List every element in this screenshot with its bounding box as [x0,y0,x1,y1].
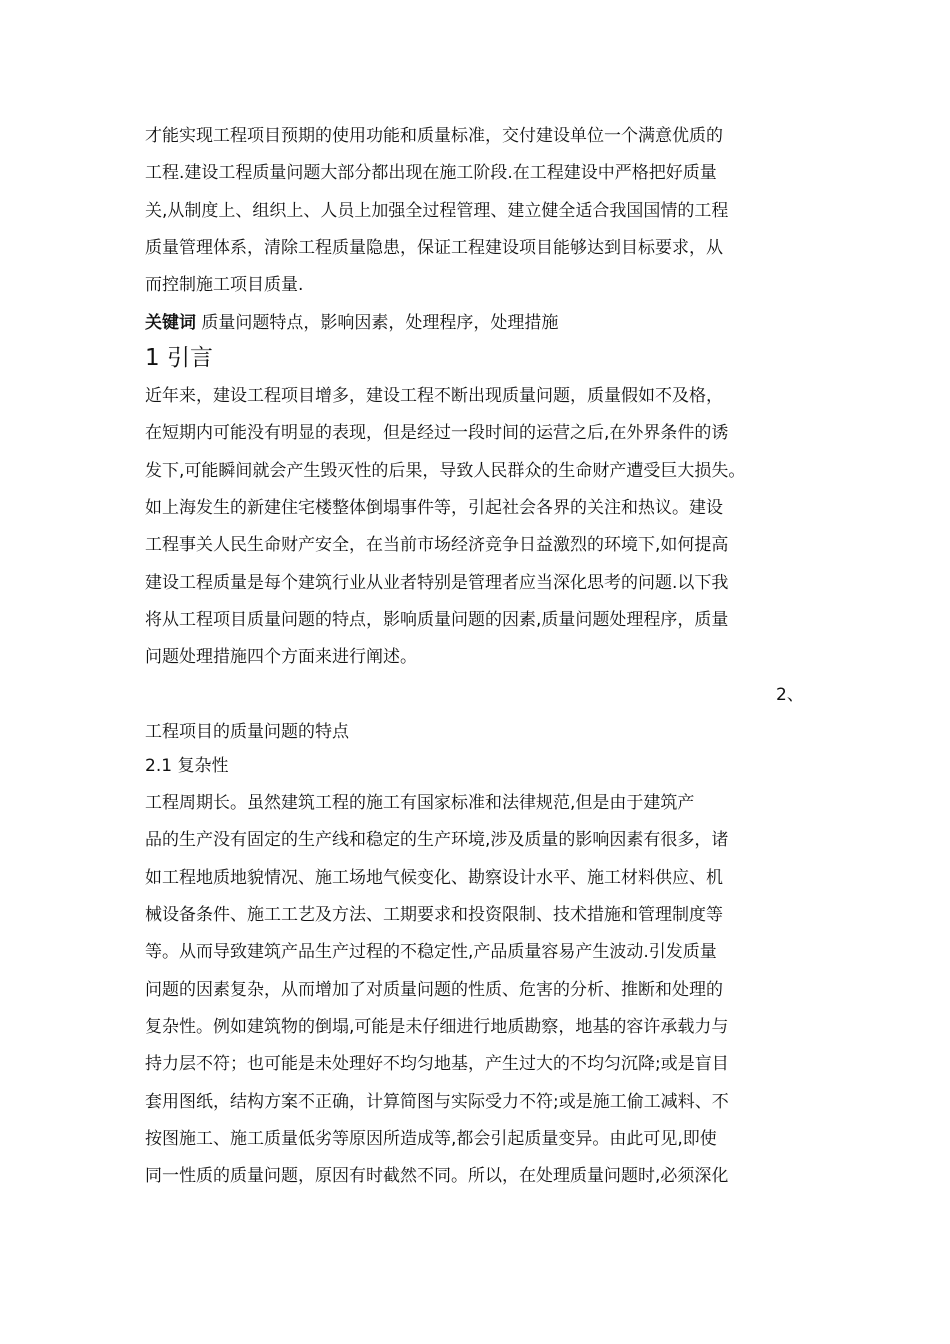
body-line: 将从工程项目质量问题的特点，影响质量问题的因素,质量问题处理程序，质量 [145,610,729,630]
body-line: 复杂性。例如建筑物的倒塌,可能是未仔细进行地质勘察，地基的容许承载力与 [145,1017,729,1037]
section-1-heading: 1 引言 [145,345,213,371]
body-line: 套用图纸，结构方案不正确，计算简图与实际受力不符;或是施工偷工减料、不 [145,1092,729,1112]
abstract-line: 工程.建设工程质量问题大部分都出现在施工阶段.在工程建设中严格把好质量 [145,163,717,183]
body-line: 持力层不符；也可能是未处理好不均匀地基，产生过大的不均匀沉降;或是盲目 [145,1054,729,1074]
body-line: 问题的因素复杂，从而增加了对质量问题的性质、危害的分析、推断和处理的 [145,980,723,1000]
subsection-2-1-heading: 2.1 复杂性 [145,756,229,776]
body-line: 发下,可能瞬间就会产生毁灭性的后果，导致人民群众的生命财产遭受巨大损失。 [145,461,746,481]
body-line: 同一性质的质量问题，原因有时截然不同。所以，在处理质量问题时,必须深化 [145,1166,729,1186]
body-line: 如上海发生的新建住宅楼整体倒塌事件等，引起社会各界的关注和热议。建设 [145,498,723,518]
body-line: 品的生产没有固定的生产线和稳定的生产环境,涉及质量的影响因素有很多，诸 [145,830,729,850]
body-line: 建设工程质量是每个建筑行业从业者特别是管理者应当深化思考的问题.以下我 [145,573,729,593]
keywords-line [145,311,558,335]
body-line: 如工程地质地貌情况、施工场地气候变化、勘察设计水平、施工材料供应、机 [145,868,723,888]
body-line: 械设备条件、施工工艺及方法、工期要求和投资限制、技术措施和管理制度等 [145,905,723,925]
section-2-number: 2、 [776,685,804,705]
abstract-line: 而控制施工项目质量. [145,275,304,295]
section-2-title: 工程项目的质量问题的特点 [145,722,349,742]
body-line: 近年来，建设工程项目增多，建设工程不断出现质量问题，质量假如不及格， [145,386,723,406]
body-line: 问题处理措施四个方面来进行阐述。 [145,647,417,667]
body-line: 等。从而导致建筑产品生产过程的不稳定性,产品质量容易产生波动.引发质量 [145,942,717,962]
abstract-line: 才能实现工程项目预期的使用功能和质量标准，交付建设单位一个满意优质的 [145,126,723,146]
body-line: 在短期内可能没有明显的表现，但是经过一段时间的运营之后,在外界条件的诱 [145,423,729,443]
abstract-line: 质量管理体系，清除工程质量隐患，保证工程建设项目能够达到目标要求，从 [145,238,723,258]
body-line: 按图施工、施工质量低劣等原因所造成等,都会引起质量变异。由此可见,即使 [145,1129,717,1149]
body-line: 工程周期长。虽然建筑工程的施工有国家标准和法律规范,但是由于建筑产 [145,793,695,813]
keywords-text: 质量问题特点，影响因素，处理程序，处理措施 [196,313,559,333]
keywords-label: 关键词 [145,313,196,333]
abstract-line: 关,从制度上、组织上、人员上加强全过程管理、建立健全适合我国国情的工程 [145,201,729,221]
body-line: 工程事关人民生命财产安全，在当前市场经济竞争日益激烈的环境下,如何提高 [145,535,729,555]
